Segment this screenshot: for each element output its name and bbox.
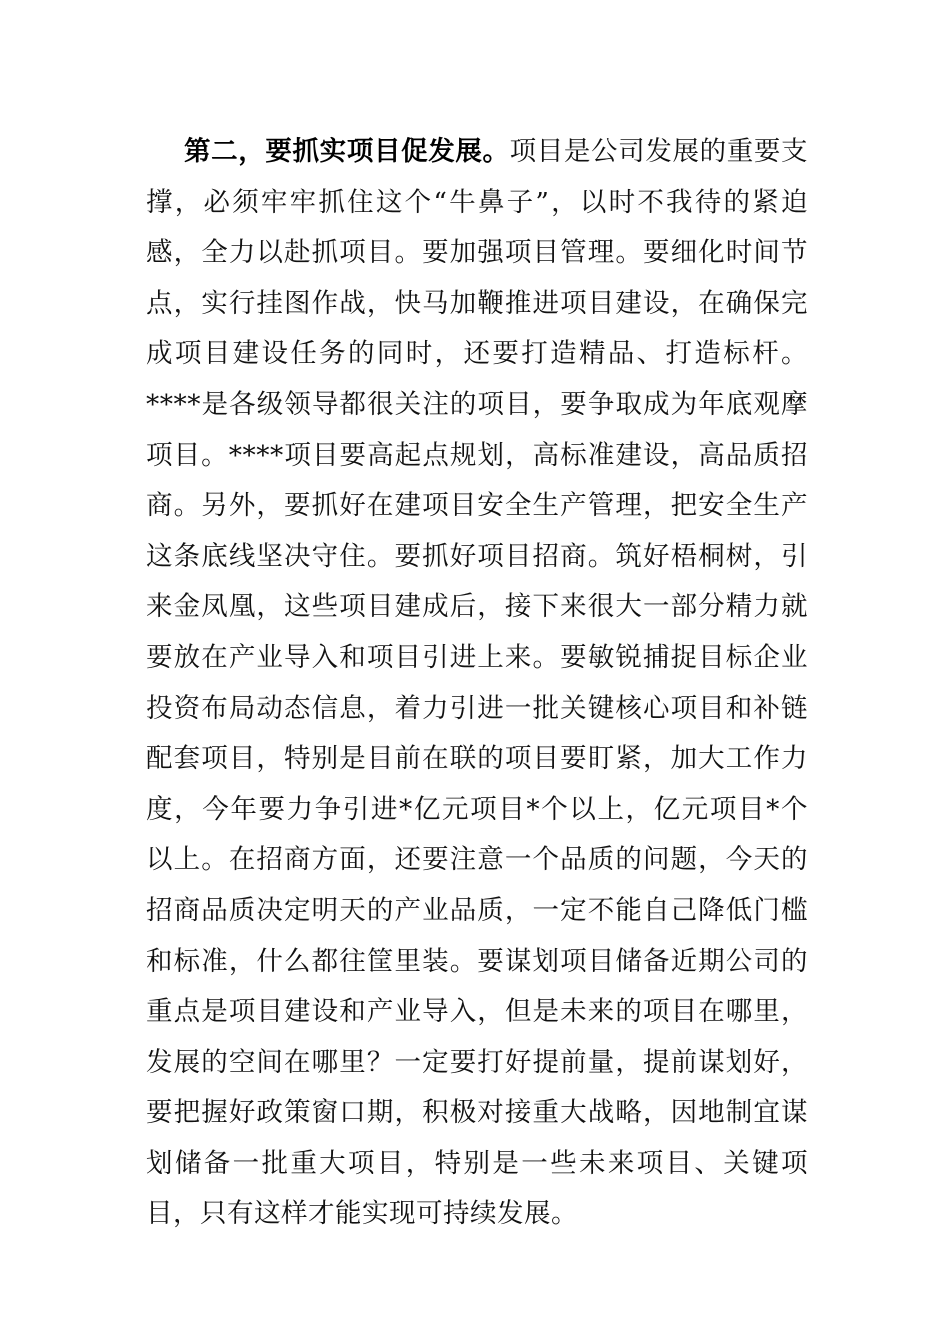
body-paragraph — [146, 127, 808, 1240]
section-heading: 第二，要抓实项目促发展。 — [184, 136, 510, 167]
paragraph-text: 项目是公司发展的重要支撑，必须牢牢抓住这个“牛鼻子”，以时不我待的紧迫感，全力以赴抓项目。要加强项目管理。要细化时间节点，实行挂图作战，快马加鞭推进项目建设，在确保完成项目建设任务的同时，还要打造精品、打造标杆。****是各级领导都很关注的项目，要争取成为年底观摩项目。****项目要高起点规划，高标准建设，高品质招商。另外，要抓好在建项目安全生产管理，把安全生产这条底线坚决守住。要抓好项目招商。筑好梧桐树，引来金凤凰，这些项目建成后，接下来很大一部分精力就要放在产业导入和项目引进上来。要敏锐捕捉目标企业投资布局动态信息，着力引进一批关键核心项目和补链配套项目，特别是目前在联的项目要盯紧，加大工作力度，今年要力争引进*亿元项目*个以上，亿元项目*个以上。在招商方面，还要注意一个品质的问题，今天的招商品质决定明天的产业品质，一定不能自己降低门槛和标准，什么都往筐里装。要谋划项目储备近期公司的重点是项目建设和产业导入，但是未来的项目在哪里，发展的空间在哪里？一定要打好提前量，提前谋划好，要把握好政策窗口期，积极对接重大战略，因地制宜谋划储备一批重大项目，特别是一些未来项目、关键项目，只有这样才能实现可持续发展。 — [146, 136, 809, 1230]
